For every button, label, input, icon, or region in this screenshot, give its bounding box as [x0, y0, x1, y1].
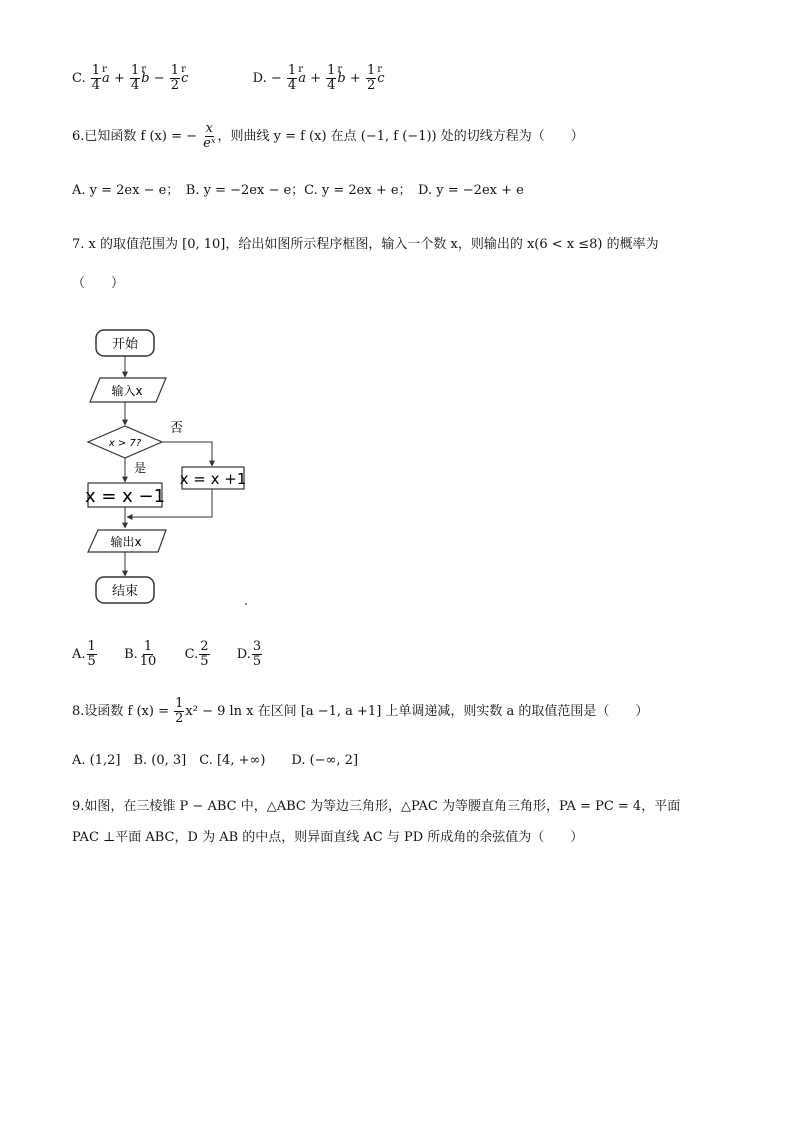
fraction: $\frac{1}{2}$	[366, 63, 376, 93]
q5-option-d: D. − $\frac{1}{4}$ r a + $\frac{1}{4}$ r b + $\frac{1}{2}$ r c	[253, 71, 385, 86]
vector-a: r a	[102, 71, 110, 86]
fraction: $\frac{1}{4}$	[131, 63, 140, 93]
q5-options	[72, 64, 385, 93]
q8-stem: 8.设函数 f (x) = $\frac{1}{2}$ x² − 9 ln x 在区间 [a −1, a +1] 上单调递减，则实数 a 的取值范围是（ ）	[72, 696, 649, 726]
vector-a: r a	[298, 71, 306, 86]
q7-option-b: B. $\frac{1}{10}$	[124, 639, 157, 669]
fraction: $\frac{1}{4}$	[327, 63, 336, 93]
q7-option-d: D. $\frac{3}{5}$	[236, 639, 262, 669]
fraction: $\frac{1}{2}$	[170, 63, 180, 93]
fraction: $\frac{1}{2}$	[175, 696, 184, 726]
decrement-label: x = x −1	[84, 486, 166, 507]
fraction: $\frac{1}{4}$	[91, 63, 101, 93]
q9-line-2: PAC ⊥平面 ABC，D 为 AB 的中点，则异面直线 AC 与 PD 所成角的余弦值为（ ）	[72, 830, 584, 845]
q7-paren: （ ）	[72, 276, 125, 291]
decision-label: x > 7?	[108, 438, 142, 449]
q6-options: A. y = 2ex − e； B. y = −2ex − e；C. y = 2ex + e； D. y = −2ex + e	[72, 183, 524, 198]
vector-b: r b	[337, 71, 345, 86]
vector-c: r c	[377, 71, 384, 86]
q7-option-c: C. $\frac{2}{5}$	[184, 639, 209, 669]
q7-option-a: A. $\frac{1}{5}$	[72, 639, 96, 669]
increment-label: x = x +1	[179, 470, 247, 488]
output-label: 输出x	[110, 535, 142, 549]
vector-c: r c	[181, 71, 188, 86]
start-label: 开始	[111, 337, 139, 352]
yes-label: 是	[134, 461, 147, 475]
input-label: 输入x	[111, 384, 143, 398]
q7-options	[72, 640, 263, 669]
q9-line-1: 9.如图，在三棱锥 P − ABC 中，△ABC 为等边三角形，△PAC 为等腰直角三角形，PA = PC = 4，平面	[72, 799, 681, 814]
end-label: 结束	[111, 584, 139, 599]
vector-b: r b	[141, 71, 149, 86]
flowchart	[80, 320, 280, 620]
no-label: 否	[170, 421, 184, 436]
fraction: $\frac{x}{\text{eˣ}}$	[203, 121, 216, 151]
q6-stem: 6.已知函数 f (x) = − $\frac{x}{\text{eˣ}}$ ，则曲线 y = f (x) 在点 (−1, f (−1)) 处的切线方程为（ ）	[72, 121, 584, 151]
q7-stem: 7. x 的取值范围为 [0, 10]，给出如图所示程序框图，输入一个数 x，则输出的 x(6 < x ≤8) 的概率为	[72, 237, 659, 252]
fraction: $\frac{1}{4}$	[287, 63, 297, 93]
q8-options: A. (1,2] B. (0, 3] C. [4, +∞) D. (−∞, 2]	[72, 753, 359, 768]
q5-option-c: C. $\frac{1}{4}$ r a + $\frac{1}{4}$ r b − $\frac{1}{2}$ r c	[72, 71, 193, 86]
